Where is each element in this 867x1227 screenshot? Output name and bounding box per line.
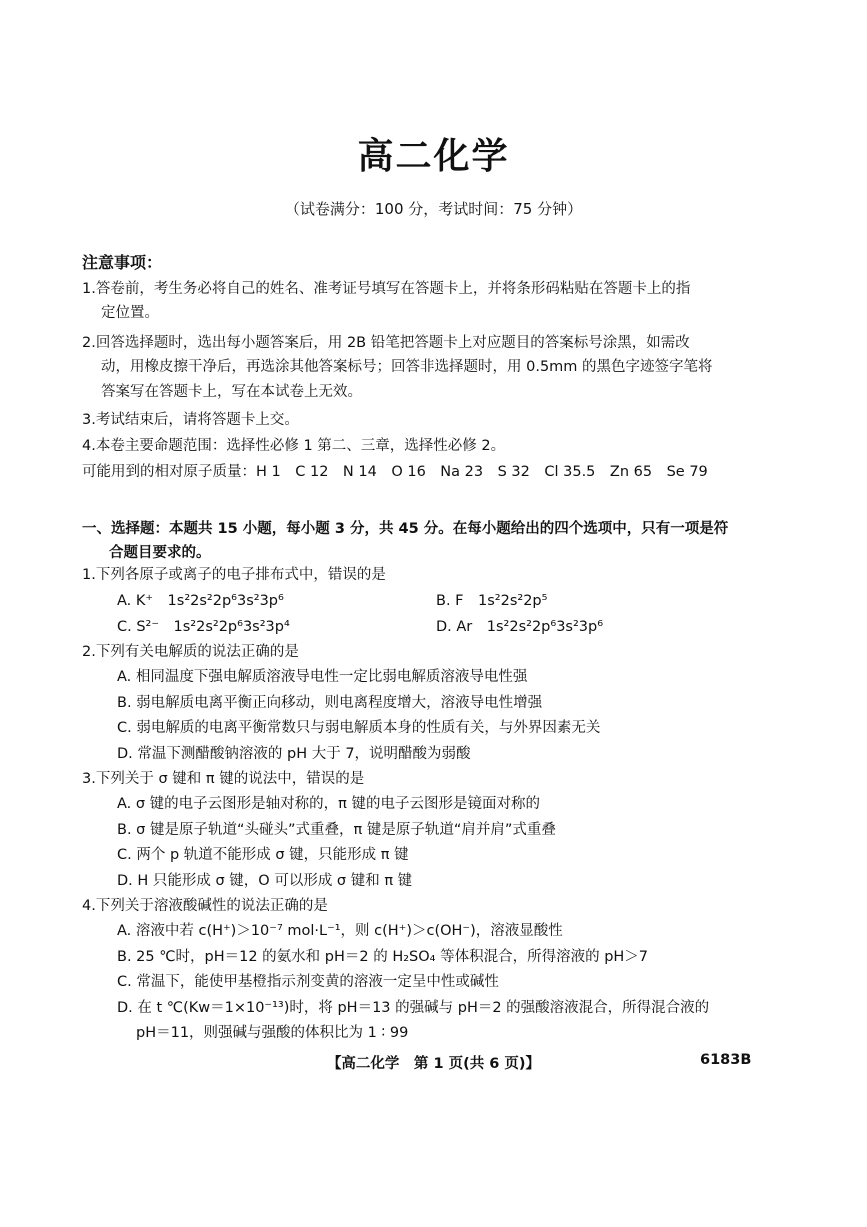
section-heading: 一、选择题：本题共 15 小题，每小题 3 分，共 45 分。在每小题给出的四个选项中，只有一项是符 xyxy=(82,521,729,537)
exam-info: （试卷满分：100 分，考试时间：75 分钟） xyxy=(284,200,583,218)
notice-heading: 注意事项： xyxy=(82,253,163,272)
question-4-option-b: B. 25 ℃时，pH＝12 的氨水和 pH＝2 的 H₂SO₄ 等体积混合，所得溶液的 pH＞7 xyxy=(117,949,649,965)
question-4-stem: 4.下列关于溶液酸碱性的说法正确的是 xyxy=(82,898,328,914)
question-3-option-b: B. σ 键是原子轨道“头碰头”式重叠，π 键是原子轨道“肩并肩”式重叠 xyxy=(117,822,556,838)
question-2-option-b: B. 弱电解质电离平衡正向移动，则电离程度增大，溶液导电性增强 xyxy=(117,695,543,711)
question-4-option-c: C. 常温下，能使甲基橙指示剂变黄的溶液一定呈中性或碱性 xyxy=(117,974,499,990)
notice-item-2: 2.回答选择题时，选出每小题答案后，用 2B 铅笔把答题卡上对应题目的答案标号涂黑，如需改 xyxy=(82,335,690,351)
question-2-option-c: C. 弱电解质的电离平衡常数只与弱电解质本身的性质有关，与外界因素无关 xyxy=(117,720,601,736)
question-2-stem: 2.下列有关电解质的说法正确的是 xyxy=(82,644,299,660)
question-1-option-d: D. Ar 1s²2s²2p⁶3s²3p⁶ xyxy=(436,619,604,635)
question-3-option-c: C. 两个 p 轨道不能形成 σ 键，只能形成 π 键 xyxy=(117,847,409,863)
question-1-option-a: A. K⁺ 1s²2s²2p⁶3s²3p⁶ xyxy=(117,593,284,609)
page-footer: 【高二化学 第 1 页(共 6 页)】 xyxy=(326,1056,541,1072)
section-heading-cont: 合题目要求的。 xyxy=(109,545,211,561)
notice-item-2-cont: 动，用橡皮擦干净后，再选涂其他答案标号；回答非选择题时，用 0.5mm 的黑色字迹签字笔将 xyxy=(101,359,713,375)
notice-item-1-cont: 定位置。 xyxy=(101,305,159,321)
question-3-option-d: D. H 只能形成 σ 键，O 可以形成 σ 键和 π 键 xyxy=(117,873,413,889)
notice-item-1: 1.答卷前，考生务必将自己的姓名、准考证号填写在答题卡上，并将条形码粘贴在答题卡上的指 xyxy=(82,281,691,297)
question-1-stem: 1.下列各原子或离子的电子排布式中，错误的是 xyxy=(82,567,386,583)
question-4-option-a: A. 溶液中若 c(H⁺)＞10⁻⁷ mol·L⁻¹，则 c(H⁺)＞c(OH⁻)，溶液显酸性 xyxy=(117,923,563,939)
atomic-masses: 可能用到的相对原子质量：H 1 C 12 N 14 O 16 Na 23 S 32 Cl 35.5 Zn 65 Se 79 xyxy=(82,464,708,480)
question-1-option-c: C. S²⁻ 1s²2s²2p⁶3s²3p⁴ xyxy=(117,619,290,635)
notice-item-3: 3.考试结束后，请将答题卡上交。 xyxy=(82,412,299,428)
notice-item-2-cont2: 答案写在答题卡上，写在本试卷上无效。 xyxy=(101,384,362,400)
question-3-option-a: A. σ 键的电子云图形是轴对称的，π 键的电子云图形是镜面对称的 xyxy=(117,796,541,812)
question-2-option-a: A. 相同温度下强电解质溶液导电性一定比弱电解质溶液导电性强 xyxy=(117,669,528,685)
question-1-option-b: B. F 1s²2s²2p⁵ xyxy=(436,593,548,609)
notice-item-4: 4.本卷主要命题范围：选择性必修 1 第二、三章，选择性必修 2。 xyxy=(82,438,506,454)
question-4-option-d-cont: pH＝11，则强碱与强酸的体积比为 1 ∶ 99 xyxy=(136,1025,409,1041)
question-4-option-d: D. 在 t ℃(Kw＝1×10⁻¹³)时，将 pH＝13 的强碱与 pH＝2 的强酸溶液混合，所得混合液的 xyxy=(117,1000,710,1016)
page-title: 高二化学 xyxy=(357,135,510,177)
exam-code: 6183B xyxy=(700,1052,752,1068)
question-2-option-d: D. 常温下测醋酸钠溶液的 pH 大于 7，说明醋酸为弱酸 xyxy=(117,746,471,762)
question-3-stem: 3.下列关于 σ 键和 π 键的说法中，错误的是 xyxy=(82,771,365,787)
